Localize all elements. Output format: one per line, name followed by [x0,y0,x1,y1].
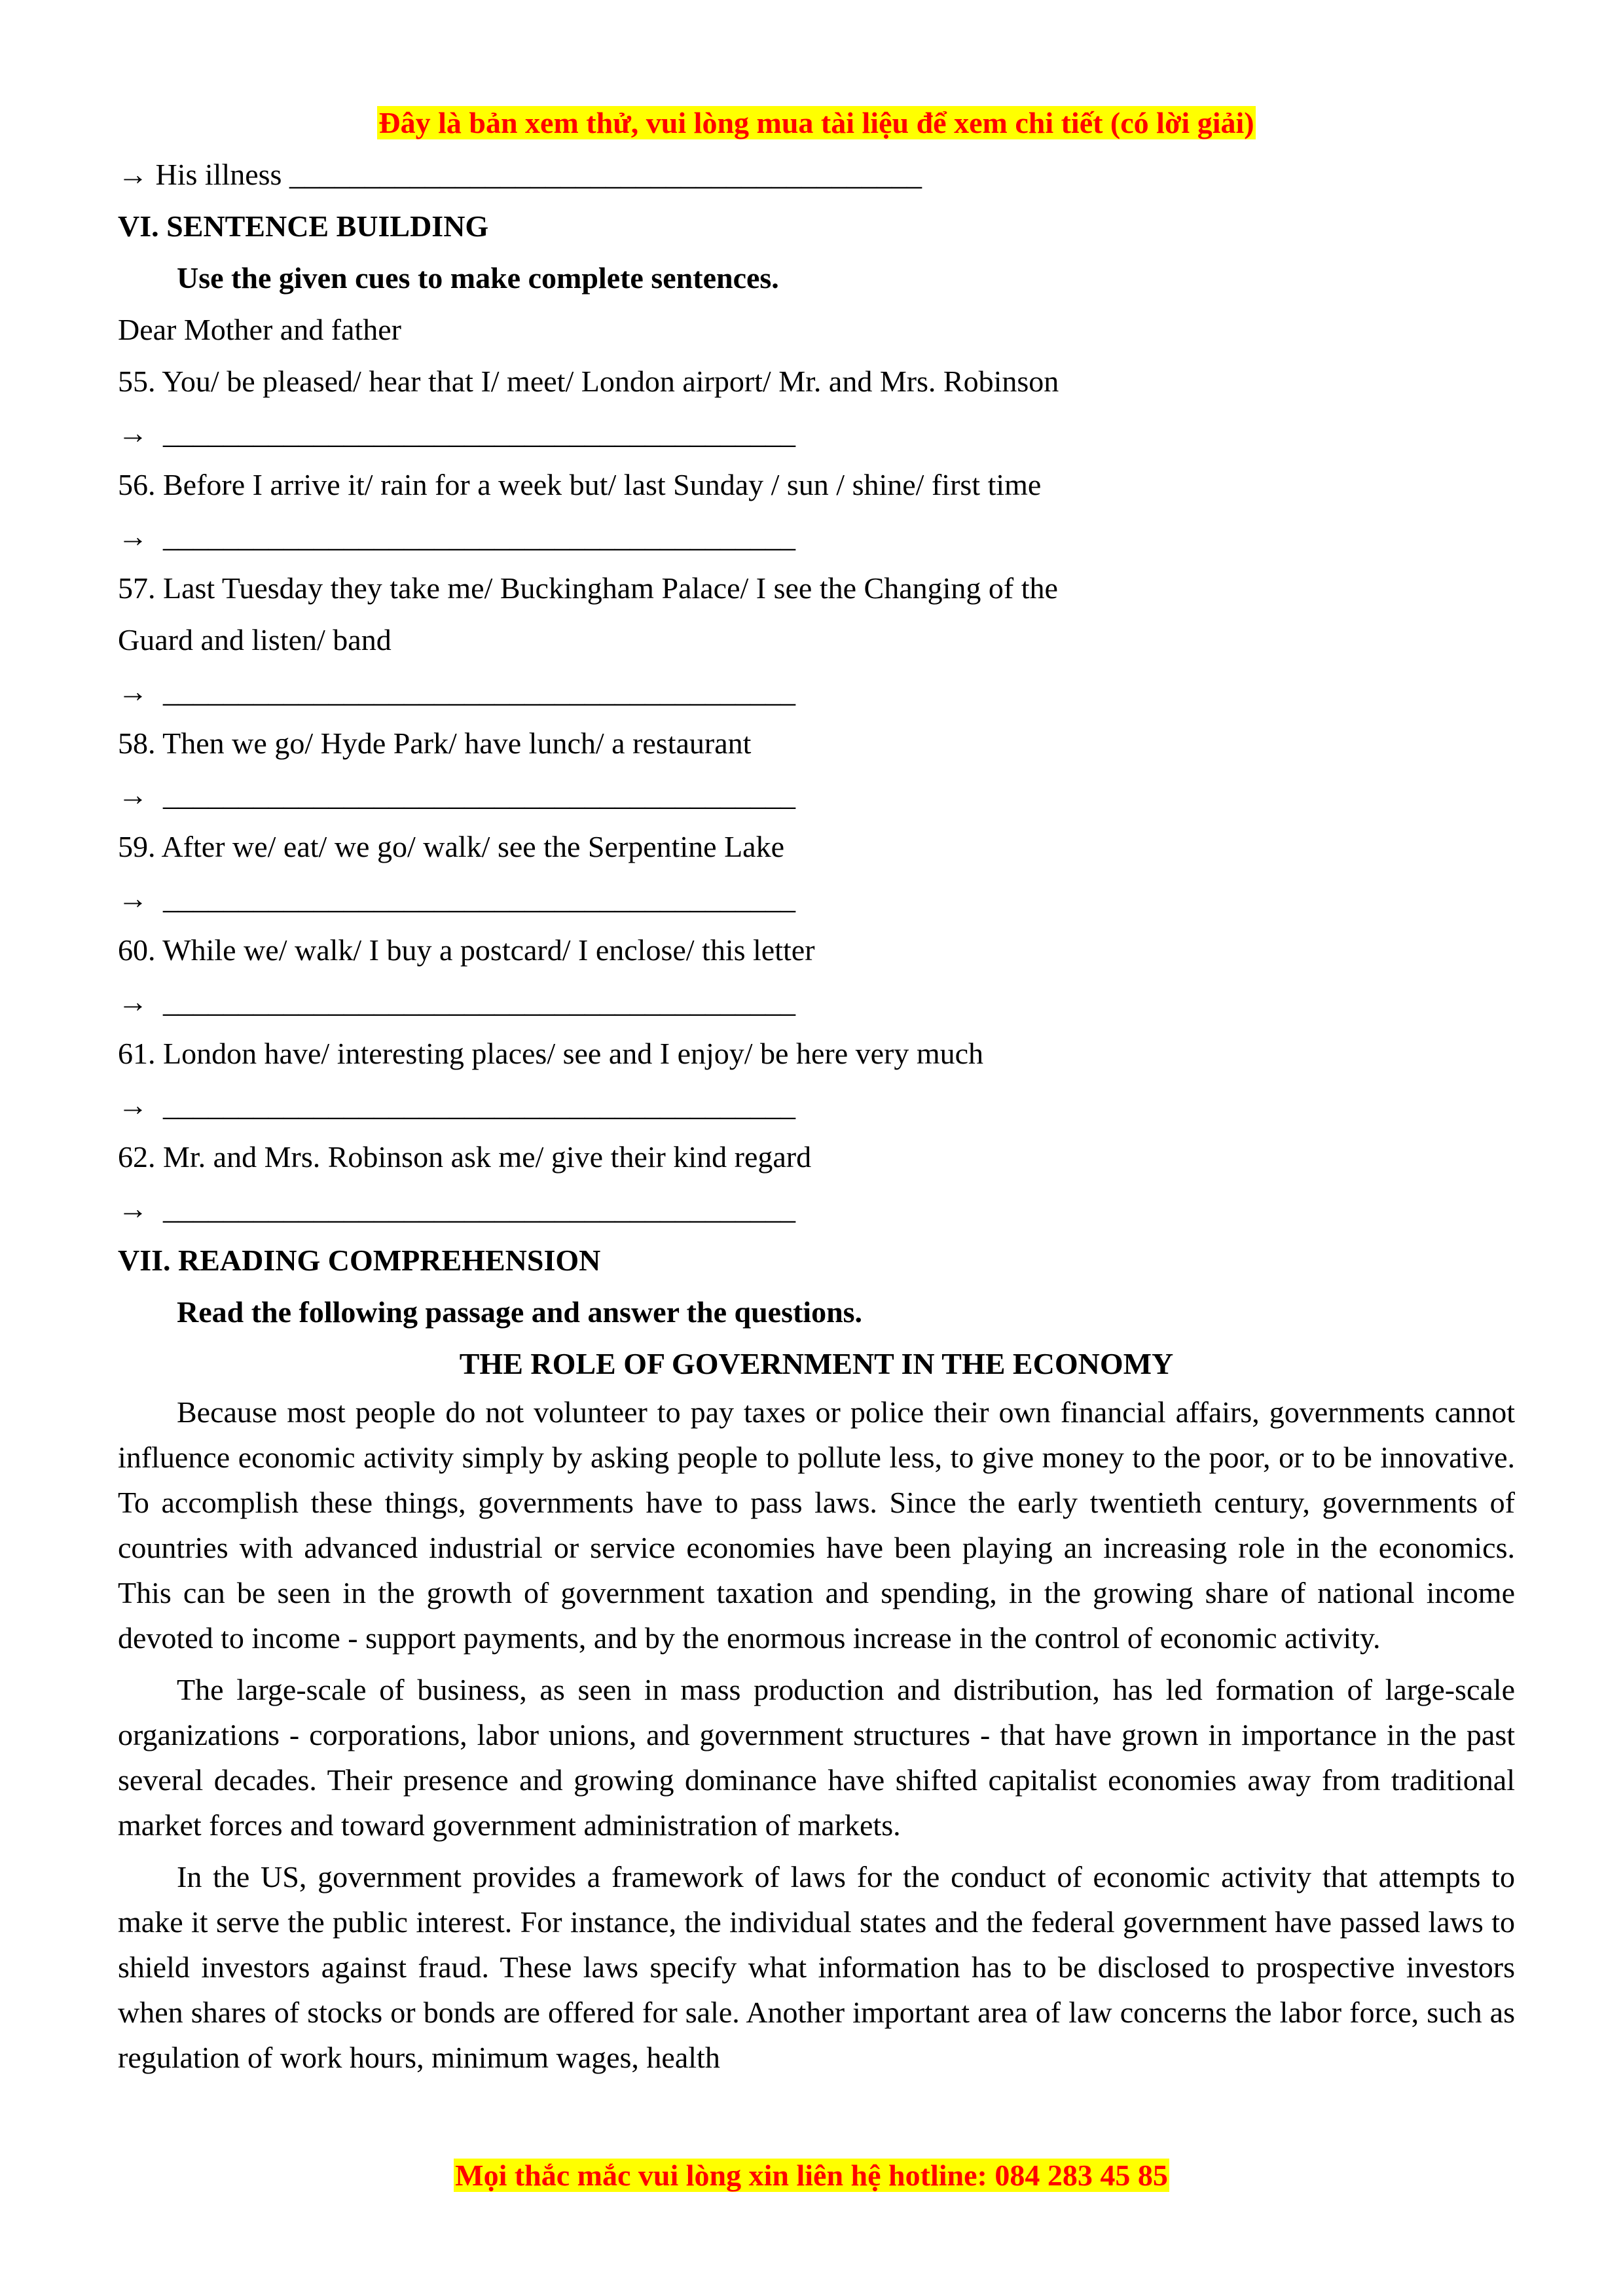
document-page [118,97,1515,2087]
section-6-instruction: Use the given cues to make complete sentences. [177,261,779,295]
answer-line: → __________________________________________ [118,675,795,708]
passage-paragraph: In the US, government provides a framework of laws for the conduct of economic activity that attempts to make it serve the public interest. For instance, the individual states and the federal government have passed laws to shield investors against fraud. These laws specify what information has to be disclosed to prospective investors when shares of stocks or bonds are offered for sale. Another important area of law concerns the labor force, such as regulation of work hours, minimum wages, health [118,1860,1515,2074]
exercise-item-57 [118,562,1515,717]
answer-line: → __________________________________________ [118,985,795,1018]
exercise-item-55 [118,355,1515,459]
answer-line: → __________________________________________ [118,520,795,553]
exercise-item-59 [118,821,1515,924]
exercise-prompt: 56. Before I arrive it/ rain for a week but/ last Sunday / sun / shine/ first time [118,468,1042,501]
exercise-item-60 [118,924,1515,1028]
exercise-item-61 [118,1028,1515,1131]
exercise-prompt: 58. Then we go/ Hyde Park/ have lunch/ a restaurant [118,726,752,760]
passage-paragraph: Because most people do not volunteer to pay taxes or police their own financial affairs, governments cannot influence economic activity simply by asking people to pollute less, to give money to the poor, or to be innovative. To accomplish these things, governments have to pass laws. Since the early twentieth century, governments of countries with advanced industrial or service economies have been playing an increasing role in the economics. This can be seen in the growth of government taxation and spending, in the growing share of national income devoted to income - support payments, and by the enormous increase in the control of economic activity. [118,1395,1515,1655]
passage-title: THE ROLE OF GOVERNMENT IN THE ECONOMY [459,1347,1174,1380]
exercise-item-56 [118,459,1515,562]
section-7-instruction: Read the following passage and answer the questions. [177,1295,863,1329]
exercise-item-58 [118,717,1515,821]
section-6-heading: VI. SENTENCE BUILDING [118,209,489,243]
section-7-heading: VII. READING COMPREHENSION [118,1244,601,1277]
exercise-prompt: 57. Last Tuesday they take me/ Buckingham Palace/ I see the Changing of the [118,571,1058,605]
answer-line: → __________________________________________ [118,778,795,812]
hotline-banner: Mọi thắc mắc vui lòng xin liên hệ hotline: 084 283 45 85 [455,2159,1168,2192]
preview-banner: Đây là bản xem thử, vui lòng mua tài liệu để xem chi tiết (có lời giải) [378,106,1254,139]
exercise-prompt: 55. You/ be pleased/ hear that I/ meet/ London airport/ Mr. and Mrs. Robinson [118,365,1059,398]
answer-line: → __________________________________________ [118,416,795,450]
answer-line: → __________________________________________ [118,1192,795,1225]
exercise-prompt: 62. Mr. and Mrs. Robinson ask me/ give their kind regard [118,1140,812,1174]
previous-answer-line: → His illness __________________________________________ [118,158,922,191]
exercise-prompt-continued: Guard and listen/ band [118,623,392,656]
exercise-prompt: 59. After we/ eat/ we go/ walk/ see the Serpentine Lake [118,830,785,863]
answer-line: → __________________________________________ [118,882,795,915]
passage-paragraph: The large-scale of business, as seen in mass production and distribution, has led formation of large-scale organizations - corporations, labor unions, and government structures - that have grown in importance in the past several decades. Their presence and growing dominance have shifted capitalist economies away from traditional market forces and toward government administration of markets. [118,1673,1515,1842]
answer-line: → __________________________________________ [118,1088,795,1122]
exercise-item-62 [118,1131,1515,1234]
exercise-prompt: 61. London have/ interesting places/ see and I enjoy/ be here very much [118,1037,984,1070]
letter-greeting: Dear Mother and father [118,313,401,346]
exercise-prompt: 60. While we/ walk/ I buy a postcard/ I enclose/ this letter [118,933,815,967]
